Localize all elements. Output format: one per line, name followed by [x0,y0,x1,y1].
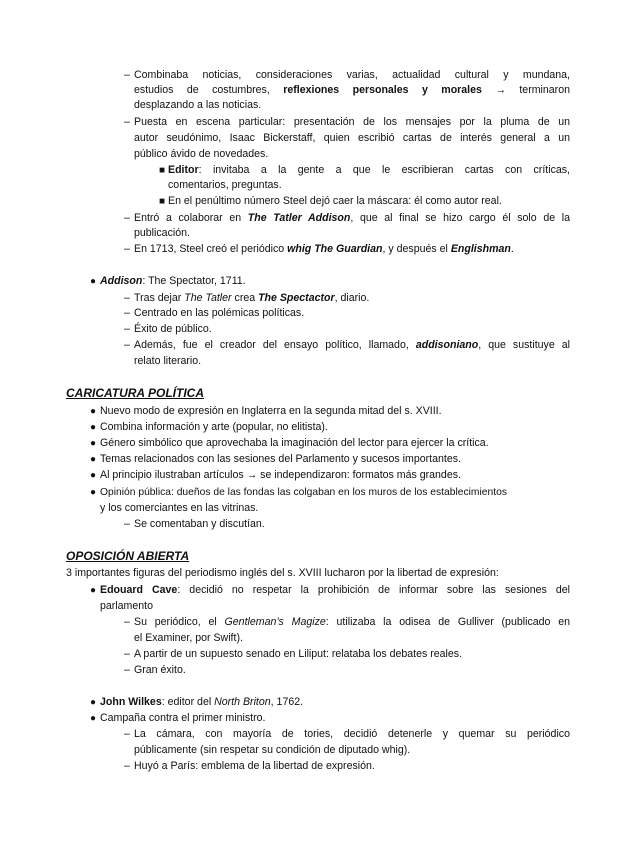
section-heading-caricatura: CARICATURA POLÍTICA [66,386,204,400]
bullet-icon: ● [90,276,97,287]
addison-dash-1: Tras dejar The Tatler crea The Spectactor, diario. [134,292,370,304]
dash-marker: – [124,728,130,740]
cave-dash-1-line-2: el Examiner, por Swift). [134,632,243,644]
tatler-dash-3-line-2: publicación. [134,227,190,239]
dash-marker: – [124,616,130,628]
cave-item-line-2: parlamento [100,600,153,612]
tatler-dash-3-line-1: Entró a colaborar en The Tatler Addison, que al final se hizo cargo él solo de la [134,212,571,224]
caricatura-dash: Se comentaban y discutían. [134,518,265,530]
bullet-icon: ● [90,406,97,417]
cave-dash-2: A partir de un supuesto senado en Liliput: relataba los debates reales. [134,648,463,660]
addison-dash-4-line-2: relato literario. [134,355,202,367]
dash-marker: – [124,323,130,335]
cave-dash-3: Gran éxito. [134,664,186,676]
tatler-dash-2-line-3: público ávido de novedades. [134,148,269,160]
dash-marker: – [124,307,130,319]
wilkes-dash-2: Huyó a París: emblema de la libertad de expresión. [134,760,375,772]
dash-marker: – [124,518,130,530]
wilkes-item: John Wilkes: editor del North Briton, 1762. [100,696,304,708]
tatler-dash-1-line-1: Combinaba noticias, consideraciones varias, actualidad cultural y mundana, [134,69,570,81]
dash-marker: – [124,292,130,304]
caricatura-item-4: Temas relacionados con las sesiones del Parlamento y sucesos importantes. [100,453,461,465]
tatler-dash-4: En 1713, Steel creó el periódico whig The Guardian, y después el Englishman. [134,243,514,255]
caricatura-item-1: Nuevo modo de expresión en Inglaterra en la segunda mitad del s. XVIII. [100,405,442,417]
wilkes-dash-1-line-2: públicamente (sin respetar su condición de diputado whig). [134,744,411,756]
caricatura-item-2: Combina información y arte (popular, no elitista). [100,421,328,433]
bullet-icon: ● [90,470,97,481]
wilkes-dash-1-line-1: La cámara, con mayoría de tories, decidió detenerle y quemar su periódico [134,728,570,740]
bullet-icon: ● [90,422,97,433]
bullet-icon: ● [90,713,97,724]
addison-dash-3: Éxito de público. [134,323,212,335]
editor-subitem-line-1: Editor: invitaba a la gente a que le escribieran cartas con críticas, [168,164,570,176]
dash-marker: – [124,69,130,81]
dash-marker: – [124,243,130,255]
dash-marker: – [124,664,130,676]
bullet-icon: ● [90,454,97,465]
caricatura-item-6-line-1: Opinión pública: dueños de las fondas las colgaban en los muros de los establecimientos [100,487,507,498]
addison-dash-4-line-1: Además, fue el creador del ensayo político, llamado, addisoniano, que sustituye al [134,339,571,351]
caricatura-item-5: Al principio ilustraban artículos → se independizaron: formatos más grandes. [100,469,461,481]
editor-subitem-line-2: comentarios, preguntas. [168,179,282,191]
section-heading-oposicion: OPOSICIÓN ABIERTA [66,549,190,563]
bullet-icon: ● [90,697,97,708]
square-bullet-icon: ■ [159,165,166,176]
cave-dash-1-line-1: Su periódico, el Gentleman’s Magize: utilizaba la odisea de Gulliver (publicado en [134,616,570,628]
dash-marker: – [124,339,130,351]
square-bullet-icon: ■ [159,196,166,207]
caricatura-item-6-line-2: y los comerciantes en las vitrinas. [100,502,259,514]
dash-marker: – [124,212,130,224]
bullet-icon: ● [90,438,97,449]
tatler-dash-1-line-3: desplazando a las noticias. [134,99,262,111]
mask-subitem: En el penúltimo número Steel dejó caer la máscara: él como autor real. [168,195,502,207]
dash-marker: – [124,116,130,128]
oposicion-intro: 3 importantes figuras del periodismo inglés del s. XVIII lucharon por la libertad de expresión: [66,567,499,579]
tatler-dash-2-line-2: autor seudónimo, Isaac Bickerstaff, quien escribió cartas de interés general a un [134,132,570,144]
dash-marker: – [124,760,130,772]
bullet-icon: ● [90,585,97,596]
addison-dash-2: Centrado en las polémicas políticas. [134,307,305,319]
campana-item: Campaña contra el primer ministro. [100,712,266,724]
caricatura-item-3: Género simbólico que aprovechaba la imaginación del lector para ejercer la crítica. [100,437,489,449]
addison-item: Addison: The Spectator, 1711. [100,275,246,287]
tatler-dash-2-line-1: Puesta en escena particular: presentación de los mensajes por la pluma de un [134,116,570,128]
cave-item-line-1: Edouard Cave: decidió no respetar la prohibición de informar sobre las sesiones del [100,584,570,596]
dash-marker: – [124,648,130,660]
tatler-dash-1-line-2: estudios de costumbres, reflexiones personales y morales → terminaron [134,84,570,96]
bullet-icon: ● [90,487,97,498]
